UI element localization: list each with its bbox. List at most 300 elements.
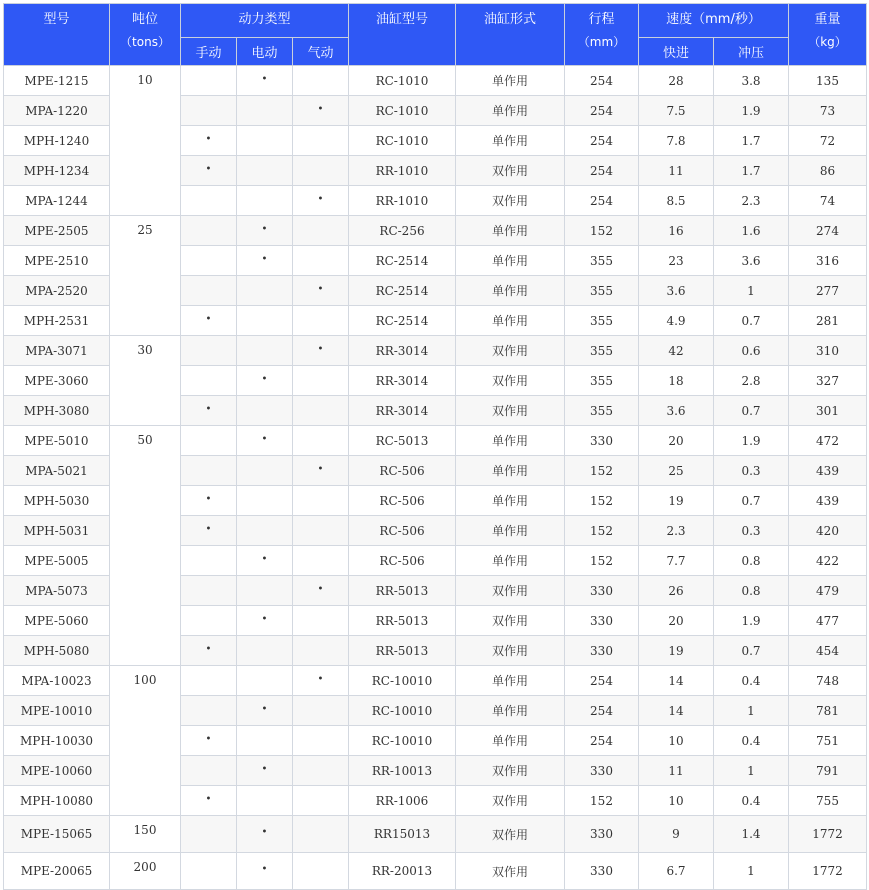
header-tonnage: 吨位 （tons） — [110, 4, 181, 66]
pneumatic-cell — [293, 853, 349, 890]
weight-cell: 791 — [789, 756, 867, 786]
manual-cell — [181, 726, 237, 756]
manual-cell — [181, 126, 237, 156]
model-cell: MPA-1244 — [4, 186, 110, 216]
power-mark-icon: • — [261, 763, 268, 775]
manual-cell — [181, 216, 237, 246]
speed-fast-cell: 28 — [639, 66, 714, 96]
electric-cell — [237, 516, 293, 546]
speed-fast-cell: 7.7 — [639, 546, 714, 576]
pneumatic-cell — [293, 606, 349, 636]
pneumatic-cell — [293, 426, 349, 456]
speed-press-cell: 2.8 — [714, 366, 789, 396]
weight-cell: 748 — [789, 666, 867, 696]
speed-fast-cell: 7.8 — [639, 126, 714, 156]
tonnage-cell: 10 — [110, 66, 181, 216]
pneumatic-cell — [293, 336, 349, 366]
weight-cell: 439 — [789, 456, 867, 486]
table-row — [4, 853, 867, 890]
model-cell: MPH-10080 — [4, 786, 110, 816]
electric-cell — [237, 156, 293, 186]
manual-cell — [181, 426, 237, 456]
speed-fast-cell: 11 — [639, 756, 714, 786]
power-mark-icon: • — [261, 703, 268, 715]
manual-cell — [181, 366, 237, 396]
stroke-cell: 254 — [565, 186, 639, 216]
weight-cell: 73 — [789, 96, 867, 126]
electric-cell — [237, 606, 293, 636]
speed-press-cell: 0.3 — [714, 456, 789, 486]
electric-cell — [237, 853, 293, 890]
speed-press-cell: 1 — [714, 276, 789, 306]
speed-press-cell: 1.9 — [714, 96, 789, 126]
speed-fast-cell: 10 — [639, 726, 714, 756]
stroke-cell: 330 — [565, 853, 639, 890]
cylinder-model-cell: RC-506 — [349, 546, 456, 576]
model-cell: MPE-10060 — [4, 756, 110, 786]
model-cell: MPH-1240 — [4, 126, 110, 156]
cylinder-model-cell: RC-506 — [349, 486, 456, 516]
tonnage-cell: 50 — [110, 426, 181, 666]
electric-cell — [237, 576, 293, 606]
weight-cell: 781 — [789, 696, 867, 726]
speed-press-cell: 1.7 — [714, 126, 789, 156]
electric-cell — [237, 306, 293, 336]
weight-cell: 420 — [789, 516, 867, 546]
stroke-cell: 355 — [565, 396, 639, 426]
cylinder-type-cell: 双作用 — [456, 786, 565, 816]
cylinder-type-cell: 单作用 — [456, 96, 565, 126]
model-cell: MPH-5080 — [4, 636, 110, 666]
pneumatic-cell — [293, 126, 349, 156]
cylinder-type-cell: 单作用 — [456, 66, 565, 96]
stroke-cell: 254 — [565, 96, 639, 126]
cylinder-type-cell: 双作用 — [456, 756, 565, 786]
manual-cell — [181, 396, 237, 426]
cylinder-type-cell: 单作用 — [456, 516, 565, 546]
pneumatic-cell — [293, 636, 349, 666]
electric-cell — [237, 456, 293, 486]
cylinder-model-cell: RR-3014 — [349, 366, 456, 396]
cylinder-model-cell: RC-10010 — [349, 666, 456, 696]
stroke-cell: 330 — [565, 636, 639, 666]
cylinder-model-cell: RC-506 — [349, 516, 456, 546]
electric-cell — [237, 546, 293, 576]
model-cell: MPE-2505 — [4, 216, 110, 246]
power-mark-icon: • — [261, 223, 268, 235]
table-row — [4, 216, 867, 246]
electric-cell — [237, 816, 293, 853]
electric-cell — [237, 696, 293, 726]
pneumatic-cell — [293, 66, 349, 96]
cylinder-model-cell: RC-1010 — [349, 66, 456, 96]
weight-cell: 422 — [789, 546, 867, 576]
speed-press-cell: 3.8 — [714, 66, 789, 96]
pneumatic-cell — [293, 306, 349, 336]
electric-cell — [237, 276, 293, 306]
electric-cell — [237, 96, 293, 126]
model-cell: MPE-2510 — [4, 246, 110, 276]
cylinder-model-cell: RR15013 — [349, 816, 456, 853]
electric-cell — [237, 366, 293, 396]
table-row — [4, 66, 867, 96]
electric-cell — [237, 186, 293, 216]
weight-cell: 1772 — [789, 816, 867, 853]
power-mark-icon: • — [317, 463, 324, 475]
manual-cell — [181, 486, 237, 516]
electric-cell — [237, 126, 293, 156]
cylinder-type-cell: 单作用 — [456, 216, 565, 246]
manual-cell — [181, 336, 237, 366]
model-cell: MPE-1215 — [4, 66, 110, 96]
header-stroke-unit: （mm） — [577, 35, 626, 49]
cylinder-type-cell: 双作用 — [456, 576, 565, 606]
cylinder-type-cell: 单作用 — [456, 696, 565, 726]
electric-cell — [237, 396, 293, 426]
speed-fast-cell: 3.6 — [639, 276, 714, 306]
cylinder-type-cell: 双作用 — [456, 853, 565, 890]
manual-cell — [181, 853, 237, 890]
electric-cell — [237, 246, 293, 276]
model-cell: MPH-3080 — [4, 396, 110, 426]
model-cell: MPH-1234 — [4, 156, 110, 186]
speed-fast-cell: 26 — [639, 576, 714, 606]
speed-fast-cell: 14 — [639, 666, 714, 696]
cylinder-type-cell: 单作用 — [456, 126, 565, 156]
press-spec-table — [3, 3, 867, 890]
pneumatic-cell — [293, 246, 349, 276]
cylinder-type-cell: 单作用 — [456, 726, 565, 756]
cylinder-model-cell: RC-1010 — [349, 126, 456, 156]
stroke-cell: 254 — [565, 666, 639, 696]
header-weight: 重量 （kg） — [789, 4, 867, 66]
stroke-cell: 152 — [565, 456, 639, 486]
model-cell: MPE-20065 — [4, 853, 110, 890]
weight-cell: 479 — [789, 576, 867, 606]
manual-cell — [181, 816, 237, 853]
model-cell: MPE-5060 — [4, 606, 110, 636]
power-mark-icon: • — [205, 313, 212, 325]
stroke-cell: 254 — [565, 726, 639, 756]
cylinder-type-cell: 双作用 — [456, 396, 565, 426]
power-mark-icon: • — [205, 403, 212, 415]
tonnage-cell: 30 — [110, 336, 181, 426]
power-mark-icon: • — [317, 583, 324, 595]
speed-press-cell: 0.4 — [714, 786, 789, 816]
speed-press-cell: 1 — [714, 756, 789, 786]
electric-cell — [237, 786, 293, 816]
manual-cell — [181, 606, 237, 636]
cylinder-model-cell: RC-1010 — [349, 96, 456, 126]
speed-press-cell: 0.3 — [714, 516, 789, 546]
table-row — [4, 336, 867, 366]
stroke-cell: 330 — [565, 756, 639, 786]
speed-fast-cell: 23 — [639, 246, 714, 276]
manual-cell — [181, 756, 237, 786]
header-model: 型号 — [4, 4, 110, 66]
table-row — [4, 666, 867, 696]
speed-press-cell: 1.9 — [714, 606, 789, 636]
weight-cell: 86 — [789, 156, 867, 186]
weight-cell: 472 — [789, 426, 867, 456]
speed-press-cell: 0.4 — [714, 666, 789, 696]
model-cell: MPE-15065 — [4, 816, 110, 853]
manual-cell — [181, 786, 237, 816]
model-cell: MPE-3060 — [4, 366, 110, 396]
weight-cell: 301 — [789, 396, 867, 426]
cylinder-model-cell: RC-2514 — [349, 276, 456, 306]
header-cylinder-type: 油缸形式 — [456, 4, 565, 66]
cylinder-type-cell: 单作用 — [456, 666, 565, 696]
weight-cell: 135 — [789, 66, 867, 96]
header-tonnage-unit: （tons） — [120, 35, 170, 49]
header-pneumatic: 气动 — [293, 38, 349, 66]
cylinder-model-cell: RR-5013 — [349, 576, 456, 606]
weight-cell: 72 — [789, 126, 867, 156]
power-mark-icon: • — [317, 283, 324, 295]
electric-cell — [237, 636, 293, 666]
model-cell: MPH-5030 — [4, 486, 110, 516]
header-power-type: 动力类型 — [181, 4, 349, 38]
weight-cell: 755 — [789, 786, 867, 816]
model-cell: MPE-5005 — [4, 546, 110, 576]
table-header — [4, 4, 867, 66]
electric-cell — [237, 426, 293, 456]
cylinder-model-cell: RC-10010 — [349, 696, 456, 726]
weight-cell: 310 — [789, 336, 867, 366]
header-cylinder-model: 油缸型号 — [349, 4, 456, 66]
pneumatic-cell — [293, 516, 349, 546]
speed-press-cell: 0.6 — [714, 336, 789, 366]
pneumatic-cell — [293, 756, 349, 786]
pneumatic-cell — [293, 546, 349, 576]
speed-fast-cell: 19 — [639, 486, 714, 516]
header-weight-unit: （kg） — [808, 35, 847, 49]
speed-fast-cell: 8.5 — [639, 186, 714, 216]
speed-fast-cell: 14 — [639, 696, 714, 726]
header-speed: 速度（mm/秒） — [639, 4, 789, 38]
header-electric: 电动 — [237, 38, 293, 66]
model-cell: MPA-10023 — [4, 666, 110, 696]
cylinder-type-cell: 双作用 — [456, 156, 565, 186]
power-mark-icon: • — [261, 827, 268, 838]
table-row — [4, 816, 867, 853]
stroke-cell: 152 — [565, 486, 639, 516]
model-cell: MPA-1220 — [4, 96, 110, 126]
stroke-cell: 152 — [565, 786, 639, 816]
cylinder-type-cell: 单作用 — [456, 276, 565, 306]
speed-press-cell: 0.7 — [714, 636, 789, 666]
stroke-cell: 152 — [565, 546, 639, 576]
manual-cell — [181, 546, 237, 576]
weight-cell: 327 — [789, 366, 867, 396]
weight-cell: 316 — [789, 246, 867, 276]
cylinder-type-cell: 单作用 — [456, 246, 565, 276]
stroke-cell: 330 — [565, 576, 639, 606]
pneumatic-cell — [293, 276, 349, 306]
speed-fast-cell: 10 — [639, 786, 714, 816]
model-cell: MPE-5010 — [4, 426, 110, 456]
cylinder-type-cell: 单作用 — [456, 486, 565, 516]
stroke-cell: 254 — [565, 126, 639, 156]
pneumatic-cell — [293, 396, 349, 426]
manual-cell — [181, 66, 237, 96]
cylinder-type-cell: 单作用 — [456, 456, 565, 486]
speed-fast-cell: 11 — [639, 156, 714, 186]
electric-cell — [237, 756, 293, 786]
speed-press-cell: 1.7 — [714, 156, 789, 186]
weight-cell: 454 — [789, 636, 867, 666]
pneumatic-cell — [293, 186, 349, 216]
power-mark-icon: • — [317, 673, 324, 685]
header-manual: 手动 — [181, 38, 237, 66]
cylinder-type-cell: 双作用 — [456, 606, 565, 636]
speed-press-cell: 2.3 — [714, 186, 789, 216]
stroke-cell: 330 — [565, 816, 639, 853]
cylinder-model-cell: RR-1010 — [349, 156, 456, 186]
manual-cell — [181, 186, 237, 216]
electric-cell — [237, 216, 293, 246]
manual-cell — [181, 246, 237, 276]
power-mark-icon: • — [205, 733, 212, 745]
speed-fast-cell: 42 — [639, 336, 714, 366]
manual-cell — [181, 96, 237, 126]
speed-press-cell: 0.8 — [714, 576, 789, 606]
model-cell: MPA-3071 — [4, 336, 110, 366]
power-mark-icon: • — [205, 133, 212, 145]
speed-fast-cell: 25 — [639, 456, 714, 486]
power-mark-icon: • — [205, 493, 212, 505]
electric-cell — [237, 66, 293, 96]
pneumatic-cell — [293, 156, 349, 186]
stroke-cell: 254 — [565, 156, 639, 186]
cylinder-model-cell: RC-5013 — [349, 426, 456, 456]
speed-press-cell: 3.6 — [714, 246, 789, 276]
manual-cell — [181, 306, 237, 336]
electric-cell — [237, 336, 293, 366]
manual-cell — [181, 666, 237, 696]
weight-cell: 477 — [789, 606, 867, 636]
model-cell: MPA-2520 — [4, 276, 110, 306]
speed-fast-cell: 9 — [639, 816, 714, 853]
header-stroke: 行程 （mm） — [565, 4, 639, 66]
speed-press-cell: 1.6 — [714, 216, 789, 246]
power-mark-icon: • — [317, 103, 324, 115]
cylinder-model-cell: RR-1010 — [349, 186, 456, 216]
model-cell: MPE-10010 — [4, 696, 110, 726]
manual-cell — [181, 696, 237, 726]
cylinder-model-cell: RC-10010 — [349, 726, 456, 756]
pneumatic-cell — [293, 576, 349, 606]
electric-cell — [237, 666, 293, 696]
weight-cell: 274 — [789, 216, 867, 246]
power-mark-icon: • — [261, 373, 268, 385]
speed-fast-cell: 20 — [639, 426, 714, 456]
electric-cell — [237, 486, 293, 516]
cylinder-type-cell: 双作用 — [456, 336, 565, 366]
cylinder-model-cell: RR-5013 — [349, 636, 456, 666]
weight-cell: 281 — [789, 306, 867, 336]
speed-fast-cell: 3.6 — [639, 396, 714, 426]
stroke-cell: 254 — [565, 696, 639, 726]
cylinder-model-cell: RC-506 — [349, 456, 456, 486]
stroke-cell: 254 — [565, 66, 639, 96]
power-mark-icon: • — [205, 793, 212, 805]
speed-press-cell: 1 — [714, 853, 789, 890]
cylinder-model-cell: RR-1006 — [349, 786, 456, 816]
speed-fast-cell: 19 — [639, 636, 714, 666]
header-speed-fast: 快进 — [639, 38, 714, 66]
manual-cell — [181, 156, 237, 186]
cylinder-model-cell: RR-3014 — [349, 336, 456, 366]
pneumatic-cell — [293, 486, 349, 516]
table-row — [4, 426, 867, 456]
manual-cell — [181, 636, 237, 666]
speed-press-cell: 0.7 — [714, 396, 789, 426]
cylinder-model-cell: RR-5013 — [349, 606, 456, 636]
weight-cell: 439 — [789, 486, 867, 516]
speed-press-cell: 0.7 — [714, 306, 789, 336]
cylinder-type-cell: 双作用 — [456, 186, 565, 216]
stroke-cell: 330 — [565, 606, 639, 636]
power-mark-icon: • — [317, 343, 324, 355]
stroke-cell: 355 — [565, 306, 639, 336]
weight-cell: 1772 — [789, 853, 867, 890]
power-mark-icon: • — [205, 643, 212, 655]
speed-fast-cell: 2.3 — [639, 516, 714, 546]
pneumatic-cell — [293, 366, 349, 396]
header-speed-press: 冲压 — [714, 38, 789, 66]
power-mark-icon: • — [261, 553, 268, 565]
cylinder-model-cell: RC-2514 — [349, 306, 456, 336]
cylinder-type-cell: 双作用 — [456, 816, 565, 853]
pneumatic-cell — [293, 816, 349, 853]
stroke-cell: 355 — [565, 366, 639, 396]
cylinder-model-cell: RR-20013 — [349, 853, 456, 890]
power-mark-icon: • — [261, 864, 268, 875]
pneumatic-cell — [293, 456, 349, 486]
speed-fast-cell: 18 — [639, 366, 714, 396]
model-cell: MPH-2531 — [4, 306, 110, 336]
weight-cell: 277 — [789, 276, 867, 306]
pneumatic-cell — [293, 96, 349, 126]
speed-press-cell: 1.9 — [714, 426, 789, 456]
speed-fast-cell: 20 — [639, 606, 714, 636]
model-cell: MPH-10030 — [4, 726, 110, 756]
stroke-cell: 355 — [565, 246, 639, 276]
stroke-cell: 330 — [565, 426, 639, 456]
pneumatic-cell — [293, 726, 349, 756]
cylinder-type-cell: 双作用 — [456, 636, 565, 666]
stroke-cell: 152 — [565, 216, 639, 246]
table-body — [4, 66, 867, 890]
stroke-cell: 355 — [565, 276, 639, 306]
weight-cell: 74 — [789, 186, 867, 216]
manual-cell — [181, 516, 237, 546]
speed-press-cell: 0.8 — [714, 546, 789, 576]
tonnage-cell: 150 — [110, 816, 181, 853]
power-mark-icon: • — [261, 433, 268, 445]
power-mark-icon: • — [261, 73, 268, 85]
weight-cell: 751 — [789, 726, 867, 756]
manual-cell — [181, 576, 237, 606]
cylinder-type-cell: 双作用 — [456, 366, 565, 396]
model-cell: MPA-5021 — [4, 456, 110, 486]
model-cell: MPA-5073 — [4, 576, 110, 606]
speed-fast-cell: 6.7 — [639, 853, 714, 890]
manual-cell — [181, 456, 237, 486]
pneumatic-cell — [293, 666, 349, 696]
